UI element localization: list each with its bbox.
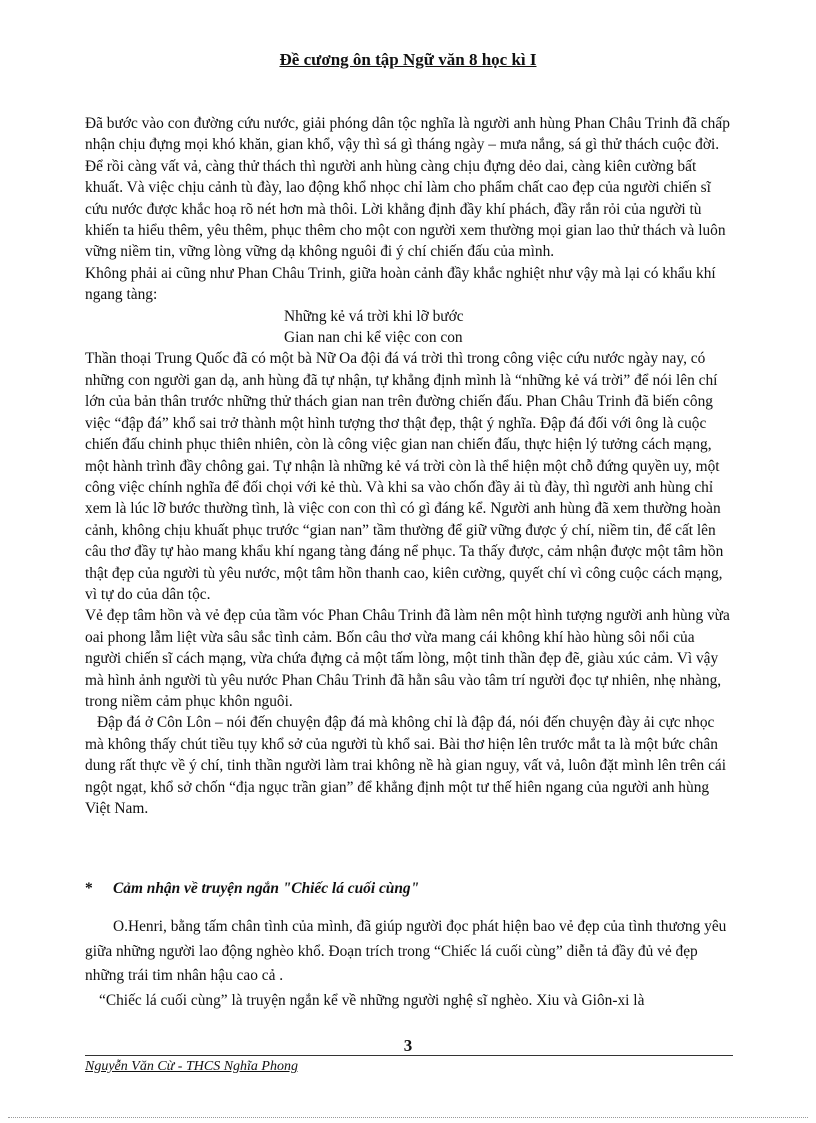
essay-paragraph-1: O.Henri, bằng tấm chân tình của mình, đã giúp người đọc phát hiện bao vẻ đẹp của tình thương yêu giữa những người lao động nghèo khổ. Đoạn trích trong “Chiếc lá cuối cùng” diễn tả đầy đủ vẻ đẹp những trái tim nhân hậu cao cả . <box>85 918 727 984</box>
bullet-marker: * <box>85 880 93 897</box>
paragraph-3: Thần thoại Trung Quốc đã có một bà Nữ Oa đội đá vá trời thì trong công việc cứu nước ngày nay, có những con người gan dạ, anh hùng đã tự nhận, tự khẳng định mình là “những kẻ vá trời” để nói lên chí lớn của bản thân trước những thử thách gian nan trên đường chiến đấu. Phan Châu Trinh đã biến công việc “đập đá” khổ sai trở thành một hình tượng thơ thật đẹp, thật ý nghĩa. Đập đá đối với ông là cuộc chiến đấu chinh phục thiên nhiên, còn là công việc gian nan chiến đấu, thực hiện lý tưởng cách mạng, một hành trình đầy chông gai. Tự nhận là những kẻ vá trời còn là thể hiện một chỗ đứng quyền uy, một công việc chính nghĩa để đối chọi với kẻ thù. Và khi sa vào chốn đầy ải tù đày, thì người anh hùng chỉ xem là lúc lỡ bước thường tình, là việc con con thì có gì đáng kể. Người anh hùng đã xem thường hoàn cảnh, không chịu khuất phục trước “gian nan” tầm thường để giữ vững được ý chí, niềm tin, để cất lên câu thơ đầy tự hào mang khẩu khí ngang tàng đáng nể phục. Ta thấy được, cảm nhận được một tâm hồn thật đẹp của người tù yêu nước, một tâm hồn thanh cao, kiên cường, quyết chí vì công cuộc cách mạng, vì tự do của dân tộc. <box>85 350 724 603</box>
paragraph-4: Vẻ đẹp tâm hồn và vẻ đẹp của tầm vóc Phan Châu Trinh đã làm nên một hình tượng người anh hùng vừa oai phong lẫm liệt vừa sâu sắc tình cảm. Bốn câu thơ vừa mang cái không khí hào hùng sôi nổi của người chiến sĩ cách mạng, vừa chứa đựng cả một tấm lòng, một tinh thần đẹp đẽ, giàu xúc cảm. Vì vậy mà hình ảnh người tù yêu nước Phan Châu Trinh đã hằn sâu vào tâm trí người đọc tự nhiên, nhẹ nhàng, trong niềm cảm phục khôn nguôi. <box>85 607 730 710</box>
footer-author: Nguyễn Văn Cừ - THCS Nghĩa Phong <box>85 1059 298 1074</box>
verse-line-2: Gian nan chi kể việc con con <box>284 329 463 347</box>
paragraph-5: Đập đá ở Côn Lôn – nói đến chuyện đập đá mà không chỉ là đập đá, nói đến chuyện đày ải cực nhọc mà không thấy chút tiều tụy khổ sở của người tù khổ sai. Bài thơ hiện lên trước mắt ta là một bức chân dung rất thực về ý chí, tinh thần người làm trai không nề hà gian nguy, vất vả, luôn đặt mình lên trên cái ngột ngạt, khổ sở chốn “địa ngục trần gian” để khẳng định một tư thế hiên ngang của người anh hùng Việt Nam. <box>85 714 727 817</box>
footer-divider <box>85 1055 733 1056</box>
paragraph-2: Không phải ai cũng như Phan Châu Trinh, giữa hoàn cảnh đầy khắc nghiệt như vậy mà lại có khẩu khí ngang tàng: <box>85 264 716 304</box>
page-border-dots <box>8 1117 808 1118</box>
essay-paragraph-2: “Chiếc lá cuối cùng” là truyện ngắn kể về những người nghệ sĩ nghèo. Xiu và Giôn-xi là <box>99 991 645 1009</box>
essay-body <box>85 915 733 1013</box>
section-heading <box>85 880 735 898</box>
paragraph-1: Đã bước vào con đường cứu nước, giải phóng dân tộc nghĩa là người anh hùng Phan Châu Trinh đã chấp nhận chịu đựng mọi khó khăn, gian khổ, vậy thì sá gì tháng ngày – mưa nắng, sá gì thử thách cuộc đời. Để rồi càng vất vả, càng thử thách thì người anh hùng càng chịu đựng dẻo dai, càng kiên cường bất khuất. Và việc chịu cảnh tù đày, lao động khổ nhọc chỉ làm cho phẩm chất cao đẹp của người chiến sĩ cứu nước được khắc hoạ rõ nét hơn mà thôi. Lời khẳng định đầy khí phách, đầy rắn rỏi của người tù khiến ta hiểu thêm, yêu thêm, phục thêm cho một con người xem thường mọi gian lao thử thách và luôn vững niềm tin, vững lòng vững dạ không nguôi đi ý chí chiến đấu của mình. <box>85 115 730 261</box>
page-number: 3 <box>403 1036 413 1055</box>
document-body <box>85 113 733 819</box>
verse-line-1: Những kẻ vá trời khi lỡ bước <box>284 307 464 325</box>
section-heading-text: Cảm nhận về truyện ngắn "Chiếc lá cuối cùng" <box>113 880 420 897</box>
page-title: Đề cương ôn tập Ngữ văn 8 học kì I <box>279 50 537 69</box>
